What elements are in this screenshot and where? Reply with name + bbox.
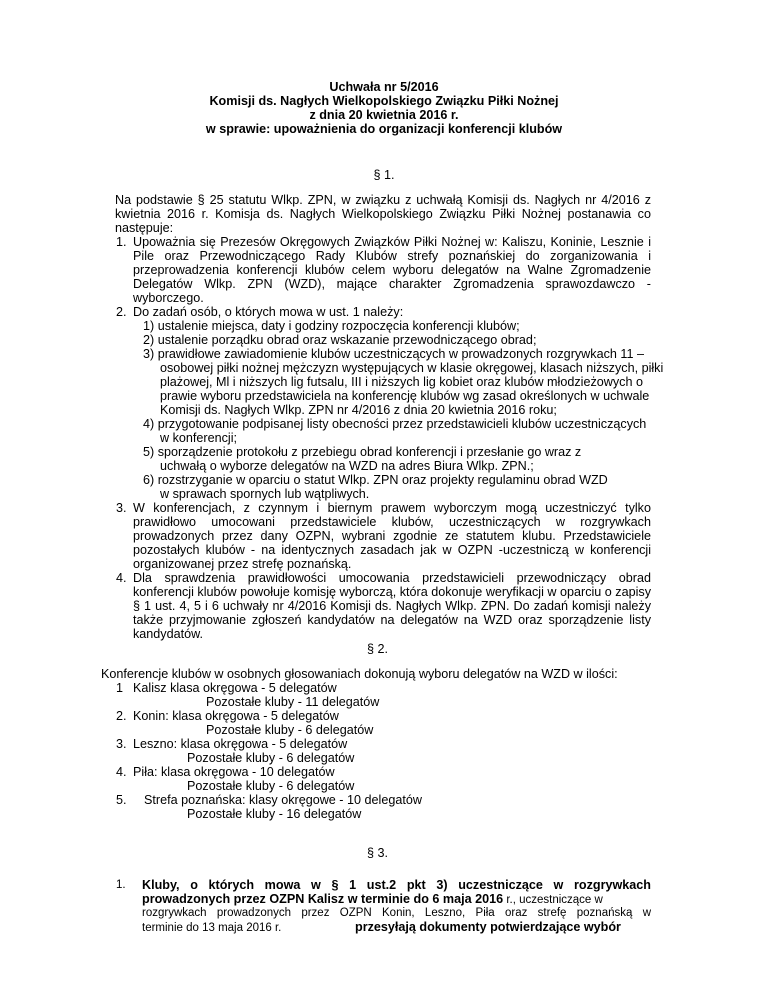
point-4-line: Dla sprawdzenia prawidłowości umocowania przedstawicieli przewodniczący obrad — [133, 571, 651, 585]
task-item: 6) rozstrzyganie w oparciu o statut Wlkp. ZPN oraz projekty regulaminu obrad WZD — [143, 473, 608, 487]
point-3-line: pozostałych klubów - na identycznych zasadach jak w OZPN -uczestniczą w konferencji — [133, 543, 651, 557]
task-item: osobowej piłki nożnej mężczyzn występujących w klasie okręgowej, klasach niższych, piłki — [160, 361, 664, 375]
point-4-line: konferencji klubów powołuje komisję wyborczą, która dokonuje weryfikacji w oparciu o zapisy — [133, 585, 651, 599]
point-3-line: prawidłowo umocowani przedstawiciele klubów, uczestniczących w rozgrywkach — [133, 515, 651, 529]
task-item: Komisji ds. Nagłych Wlkp. ZPN nr 4/2016 z dnia 20 kwietnia 2016 roku; — [160, 403, 557, 417]
point-1-line: Pile oraz Przewodniczącego Rady Klubów strefy poznańskiej do zorganizowania i — [133, 249, 651, 263]
point-1-line: przeprowadzenia konferencji klubów celem wyboru delegatów na Walne Zgromadzenie — [133, 263, 651, 277]
task-item: 1) ustalenie miejsca, daty i godziny rozpoczęcia konferencji klubów; — [143, 319, 520, 333]
resolution-issuer: Komisji ds. Nagłych Wielkopolskiego Związku Piłki Nożnej — [209, 94, 559, 108]
task-item: 5) sporządzenie protokołu z przebiegu obrad konferencji i przesłanie go wraz z — [143, 445, 582, 459]
task-item: prawie wyboru przedstawiciela na konferencję klubów wg zasad określonych w uchwale — [160, 389, 650, 403]
delegate-row: Pozostałe kluby - 6 delegatów — [187, 751, 355, 765]
task-item: w konferencji; — [160, 431, 237, 445]
task-item: uchwałą o wyborze delegatów na WZD na adres Biura Wlkp. ZPN.; — [160, 459, 534, 473]
point-number: 1. — [116, 235, 127, 249]
delegate-row: Pozostałe kluby - 6 delegatów — [206, 723, 374, 737]
delegate-row: Leszno: klasa okręgowa - 5 delegatów — [133, 737, 348, 751]
point-1-line: Upoważnia się Prezesów Okręgowych Związków Piłki Nożnej w: Kaliszu, Koninie, Lesznie i — [133, 235, 651, 249]
section-2-intro: Konferencje klubów w osobnych głosowaniach dokonują wyboru delegatów na WZD w ilości: — [101, 667, 618, 681]
point-number: 4. — [116, 571, 127, 585]
delegate-row: Piła: klasa okręgowa - 10 delegatów — [133, 765, 335, 779]
delegate-row: Strefa poznańska: klasy okręgowe - 10 delegatów — [144, 793, 422, 807]
section-3-text: terminie do 13 maja 2016 r. — [142, 922, 282, 934]
point-1-line: wyborczego. — [133, 291, 204, 305]
section-3-line: rozgrywkach prowadzonych przez OZPN Konin, Leszno, Piła oraz strefę poznańską w — [142, 907, 651, 919]
point-number: 2. — [116, 305, 127, 319]
point-4-line: kandydatów. — [133, 627, 204, 641]
task-item: 3) prawidłowe zawiadomienie klubów uczestniczących w prowadzonych rozgrywkach 11 – — [143, 347, 644, 361]
delegate-row: Pozostałe kluby - 6 delegatów — [187, 779, 355, 793]
point-number: 1. — [116, 879, 126, 891]
task-item: w sprawach spornych lub wątpliwych. — [160, 487, 370, 501]
section-3-text: r., uczestniczące w — [503, 894, 603, 906]
section-1-heading: § 1. — [373, 168, 395, 182]
task-item: 4) przygotowanie podpisanej listy obecności przez przedstawicieli klubów uczestniczących — [143, 417, 647, 431]
section-3-line — [142, 892, 603, 907]
resolution-subject: w sprawie: upoważnienia do organizacji konferencji klubów — [205, 122, 563, 136]
point-number: 3. — [116, 501, 127, 515]
delegate-row-number: 5. — [116, 793, 127, 807]
section-3-bold-text: prowadzonych przez OZPN Kalisz w terminie do 6 maja 2016 — [142, 892, 504, 906]
section-3-heading: § 3. — [367, 846, 389, 860]
resolution-date: z dnia 20 kwietnia 2016 r. — [309, 108, 459, 122]
section-2-heading: § 2. — [367, 642, 389, 656]
section-3-bold-text: przesyłają dokumenty potwierdzające wybór — [355, 920, 621, 934]
delegate-row-number: 1 — [116, 681, 124, 695]
point-1-line: Delegatów Wlkp. ZPN (WZD), mające charakter Zgromadzenia sprawozdawczo - — [133, 277, 651, 291]
section-3-line — [142, 920, 281, 935]
delegate-row-number: 3. — [116, 737, 127, 751]
point-3-line: organizowanej przez strefę poznańską. — [133, 557, 352, 571]
section-3-line: Kluby, o których mowa w § 1 ust.2 pkt 3) uczestniczące w rozgrywkach — [142, 878, 651, 892]
task-item: plażowej, Ml i niższych lig futsalu, III i niższych lig kobiet oraz klubów młodzieżowych o — [160, 375, 643, 389]
point-2-line: Do zadań osób, o których mowa w ust. 1 należy: — [133, 305, 404, 319]
point-4-line: § 1 ust. 4, 5 i 6 uchwały nr 4/2016 Komisji ds. Nagłych Wlkp. ZPN. Do zadań komisji należy — [133, 599, 651, 613]
delegate-row-number: 4. — [116, 765, 127, 779]
delegate-row: Pozostałe kluby - 11 delegatów — [206, 695, 380, 709]
intro-line: Na podstawie § 25 statutu Wlkp. ZPN, w związku z uchwałą Komisji ds. Nagłych nr 4/2016 z — [115, 193, 651, 207]
point-4-line: także przyjmowanie zgłoszeń kandydatów na delegatów na WZD oraz sporządzenie listy — [133, 613, 651, 627]
delegate-row-number: 2. — [116, 709, 127, 723]
point-3-line: W konferencjach, z czynnym i biernym prawem wyborczym mogą uczestniczyć tylko — [133, 501, 651, 515]
intro-line: kwietnia 2016 r. Komisja ds. Nagłych Wielkopolskiego Związku Piłki Nożnej postanawia co — [115, 207, 651, 221]
task-item: 2) ustalenie porządku obrad oraz wskazanie przewodniczącego obrad; — [143, 333, 537, 347]
resolution-number: Uchwała nr 5/2016 — [329, 80, 439, 94]
delegate-row: Pozostałe kluby - 16 delegatów — [187, 807, 362, 821]
point-3-line: prowadzonych przez dany OZPN, wybrani zgodnie ze statutem klubu. Przedstawiciele — [133, 529, 651, 543]
delegate-row: Konin: klasa okręgowa - 5 delegatów — [133, 709, 339, 723]
intro-line: następuje: — [115, 221, 174, 235]
delegate-row: Kalisz klasa okręgowa - 5 delegatów — [133, 681, 337, 695]
